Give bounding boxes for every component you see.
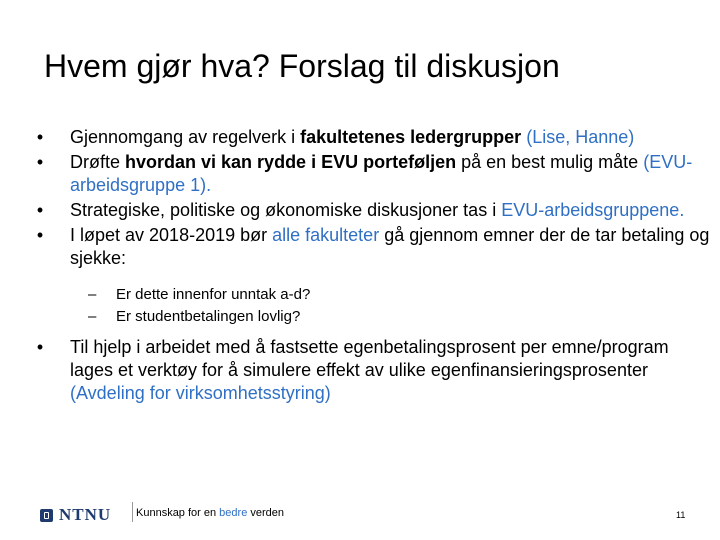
footer-tagline xyxy=(136,507,284,519)
sub-item-1 xyxy=(88,284,710,306)
footer-divider xyxy=(132,502,133,522)
bullet-item-1 xyxy=(30,126,710,149)
sub-item-text: Er dette innenfor unntak a-d? xyxy=(116,286,311,303)
bullet-item-2 xyxy=(30,151,710,197)
bullet-item-4 xyxy=(30,224,710,270)
ntnu-logo xyxy=(40,505,111,525)
dash-marker: – xyxy=(88,308,97,325)
bullet-marker: • xyxy=(36,152,44,172)
bullet-assignee: EVU-arbeidsgruppene. xyxy=(501,200,685,220)
bullet-assignee: (Avdeling for virksomhetsstyring) xyxy=(70,383,331,403)
slide-title: Hvem gjør hva? Forslag til diskusjon xyxy=(44,48,560,84)
bullet-bold: fakultetenes ledergrupper xyxy=(300,127,522,147)
bullet-marker: • xyxy=(36,225,44,245)
bullet-marker: • xyxy=(36,127,44,147)
bullet-text: Drøfte xyxy=(70,152,126,172)
ntnu-logo-icon xyxy=(40,509,53,522)
dash-marker: – xyxy=(88,286,97,303)
sub-list xyxy=(30,284,710,328)
bullet-item-5 xyxy=(30,336,710,405)
bullet-text: gå gjennom emner der de tar betaling og sjekke: xyxy=(70,225,710,268)
tagline-part: Kunnskap for en xyxy=(136,507,220,519)
bullet-text: på en best mulig måte xyxy=(456,152,644,172)
bullet-assignee: (EVU-arbeidsgruppe 1). xyxy=(70,152,693,195)
tagline-highlight: bedre xyxy=(219,507,248,519)
bullet-marker: • xyxy=(36,337,44,357)
page-number: 11 xyxy=(676,510,686,520)
bullet-list xyxy=(30,126,710,407)
bullet-assignee: (Lise, Hanne) xyxy=(526,127,635,147)
logo-text: NTNU xyxy=(59,505,112,524)
sub-item-2 xyxy=(88,306,710,328)
bullet-marker: • xyxy=(36,200,44,220)
sub-item-text: Er studentbetalingen lovlig? xyxy=(116,308,301,325)
bullet-assignee: alle fakulteter xyxy=(272,225,380,245)
bullet-item-3 xyxy=(30,199,710,222)
bullet-text: Strategiske, politiske og økonomiske diskusjoner tas i xyxy=(70,200,502,220)
tagline-part: verden xyxy=(247,507,285,519)
bullet-text: Gjennomgang av regelverk i xyxy=(70,127,301,147)
bullet-text: I løpet av 2018-2019 bør xyxy=(70,225,273,245)
bullet-text: Til hjelp i arbeidet med å fastsette egenbetalingsprosent per emne/program lages et verktøy for å simulere effekt av ulike egenfinansieringsprosenter xyxy=(70,337,669,380)
bullet-bold: hvordan vi kan rydde i EVU porteføljen xyxy=(125,152,457,172)
